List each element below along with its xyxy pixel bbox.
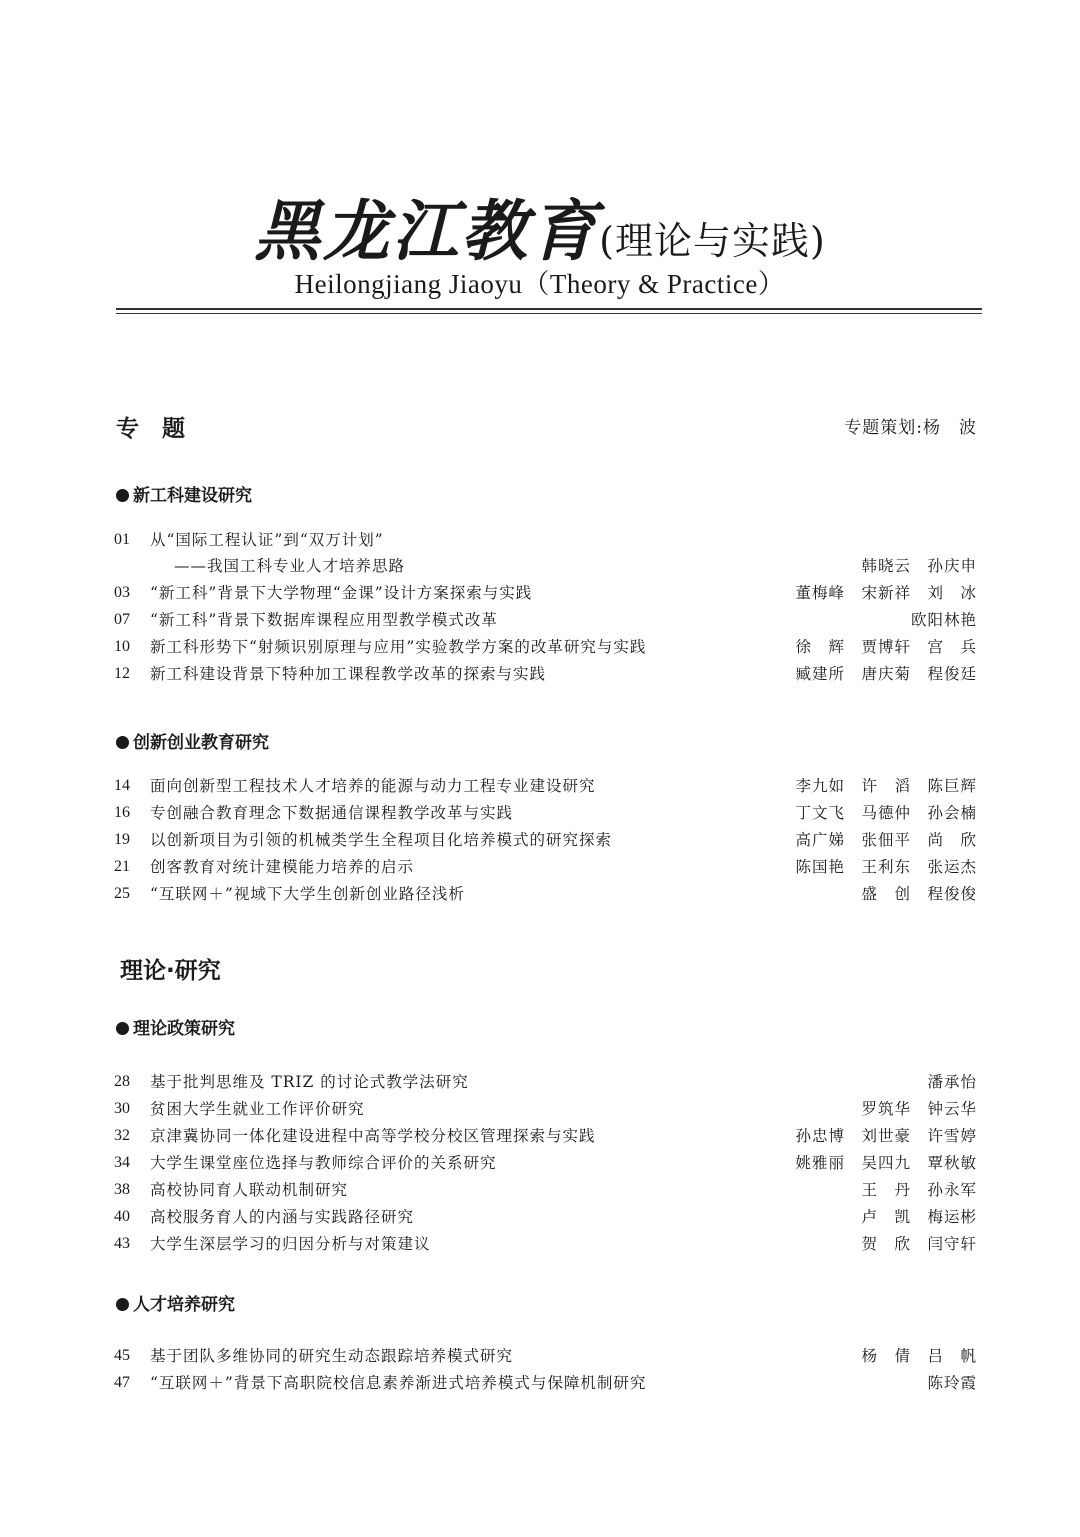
journal-title-cn: 黑龙江教育 — [254, 192, 600, 270]
bullet-dot-icon — [116, 1022, 129, 1035]
masthead-title — [0, 178, 1080, 273]
entry-authors: 丁文飞 马德仲 孙会楠 — [795, 804, 977, 822]
entry-page: 40 — [114, 1208, 130, 1225]
group-heading — [116, 1014, 235, 1039]
bullet-dot-icon — [116, 1298, 129, 1311]
entry-page: 38 — [114, 1181, 130, 1198]
toc-entry[interactable] — [114, 581, 977, 605]
entry-title: “互联网＋”视域下大学生创新创业路径浅析 — [150, 885, 465, 903]
group-heading — [116, 481, 252, 506]
entry-authors: 李九如 许 滔 陈巨辉 — [795, 777, 977, 795]
entry-page: 01 — [114, 531, 130, 548]
entry-authors: 欧阳林艳 — [910, 611, 977, 629]
group-heading-label: 人才培养研究 — [133, 1295, 235, 1315]
entry-authors: 董梅峰 宋新祥 刘 冰 — [795, 584, 977, 602]
group-heading-label: 创新创业教育研究 — [133, 733, 269, 753]
toc-entry[interactable] — [114, 828, 977, 852]
entry-authors: 盛 创 程俊俊 — [861, 885, 977, 903]
toc-entry[interactable] — [114, 554, 977, 578]
entry-page: 10 — [114, 638, 130, 655]
group-heading — [116, 1290, 235, 1315]
entry-page: 30 — [114, 1100, 130, 1117]
toc-entry[interactable] — [114, 801, 977, 825]
section-heading-theory: 理论·研究 — [120, 958, 221, 984]
entry-title: 以创新项目为引领的机械类学生全程项目化培养模式的研究探索 — [150, 831, 613, 849]
entry-title: 贫困大学生就业工作评价研究 — [150, 1100, 365, 1118]
entry-title: 大学生课堂座位选择与教师综合评价的关系研究 — [150, 1154, 497, 1172]
entry-authors: 王 丹 孙永军 — [861, 1181, 977, 1199]
entry-authors: 潘承怡 — [927, 1073, 977, 1091]
entry-title: 高校协同育人联动机制研究 — [150, 1181, 349, 1199]
toc-entry[interactable] — [114, 1097, 977, 1121]
toc-entry[interactable] — [114, 1151, 977, 1175]
entry-page: 03 — [114, 584, 130, 601]
entry-authors: 卢 凯 梅运彬 — [861, 1208, 977, 1226]
entry-title: 基于团队多维协同的研究生动态跟踪培养模式研究 — [150, 1347, 514, 1365]
toc-entry[interactable] — [114, 855, 977, 879]
entry-title: 新工科建设背景下特种加工课程教学改革的探索与实践 — [150, 665, 547, 683]
entry-page: 19 — [114, 831, 130, 848]
entry-authors: 韩晓云 孙庆申 — [861, 557, 977, 575]
special-planner: 专题策划:杨 波 — [844, 418, 977, 438]
entry-title: 京津冀协同一体化建设进程中高等学校分校区管理探索与实践 — [150, 1127, 596, 1145]
journal-title-en: Heilongjiang Jiaoyu（Theory & Practice） — [294, 269, 786, 299]
masthead-rule-thin — [116, 313, 982, 314]
entry-authors: 姚雅丽 吴四九 覃秋敏 — [795, 1154, 977, 1172]
entry-authors: 罗筑华 钟云华 — [861, 1100, 977, 1118]
entry-authors: 贺 欣 闫守轩 — [861, 1235, 977, 1253]
entry-page: 47 — [114, 1374, 130, 1391]
group-heading-label: 新工科建设研究 — [133, 486, 252, 506]
bullet-dot-icon — [116, 489, 129, 502]
masthead-rule-thick — [116, 308, 982, 310]
entry-title: 从“国际工程认证”到“双万计划” — [150, 531, 384, 549]
entry-title: 创客教育对统计建模能力培养的启示 — [150, 858, 415, 876]
toc-entry[interactable] — [114, 1124, 977, 1148]
entry-authors: 臧建所 唐庆菊 程俊廷 — [795, 665, 977, 683]
toc-entry[interactable] — [114, 1178, 977, 1202]
section-heading-special: 专 题 — [116, 416, 185, 442]
entry-title: “新工科”背景下数据库课程应用型教学模式改革 — [150, 611, 498, 629]
entry-page: 21 — [114, 858, 130, 875]
entry-authors: 高广娣 张佃平 尚 欣 — [795, 831, 977, 849]
entry-authors: 陈国艳 王利东 张运杰 — [795, 858, 977, 876]
entry-page: 07 — [114, 611, 130, 628]
toc-entry[interactable] — [114, 1070, 977, 1094]
toc-entry[interactable] — [114, 774, 977, 798]
entry-title: 面向创新型工程技术人才培养的能源与动力工程专业建设研究 — [150, 777, 596, 795]
bullet-dot-icon — [116, 736, 129, 749]
entry-title: “新工科”背景下大学物理“金课”设计方案探索与实践 — [150, 584, 533, 602]
entry-title: 专创融合教育理念下数据通信课程教学改革与实践 — [150, 804, 514, 822]
toc-entry[interactable] — [114, 528, 977, 552]
toc-entry[interactable] — [114, 1205, 977, 1229]
toc-entry[interactable] — [114, 662, 977, 686]
entry-page: 34 — [114, 1154, 130, 1171]
group-heading — [116, 728, 269, 753]
entry-page: 32 — [114, 1127, 130, 1144]
entry-page: 12 — [114, 665, 130, 682]
toc-entry[interactable] — [114, 882, 977, 906]
entry-page: 28 — [114, 1073, 130, 1090]
entry-authors: 徐 辉 贾博轩 宫 兵 — [795, 638, 977, 656]
entry-page: 43 — [114, 1235, 130, 1252]
toc-entry[interactable] — [114, 1371, 977, 1395]
entry-page: 16 — [114, 804, 130, 821]
toc-entry[interactable] — [114, 635, 977, 659]
toc-entry[interactable] — [114, 1344, 977, 1368]
entry-title: ——我国工科专业人才培养思路 — [174, 557, 406, 575]
toc-entry[interactable] — [114, 608, 977, 632]
entry-page: 45 — [114, 1347, 130, 1364]
group-heading-label: 理论政策研究 — [133, 1019, 235, 1039]
entry-authors: 陈玲霞 — [927, 1374, 977, 1392]
entry-page: 14 — [114, 777, 130, 794]
entry-title: 大学生深层学习的归因分析与对策建议 — [150, 1235, 431, 1253]
toc-entry[interactable] — [114, 1232, 977, 1256]
entry-authors: 孙忠博 刘世豪 许雪婷 — [795, 1127, 977, 1145]
entry-title: “互联网＋”背景下高职院校信息素养渐进式培养模式与保障机制研究 — [150, 1374, 647, 1392]
entry-authors: 杨 倩 吕 帆 — [861, 1347, 977, 1365]
entry-title: 新工科形势下“射频识别原理与应用”实验教学方案的改革研究与实践 — [150, 638, 647, 656]
entry-page: 25 — [114, 885, 130, 902]
journal-title-cn-sub: (理论与实践) — [599, 219, 826, 263]
entry-title: 高校服务育人的内涵与实践路径研究 — [150, 1208, 415, 1226]
entry-title: 基于批判思维及 TRIZ 的讨论式教学法研究 — [150, 1073, 469, 1091]
